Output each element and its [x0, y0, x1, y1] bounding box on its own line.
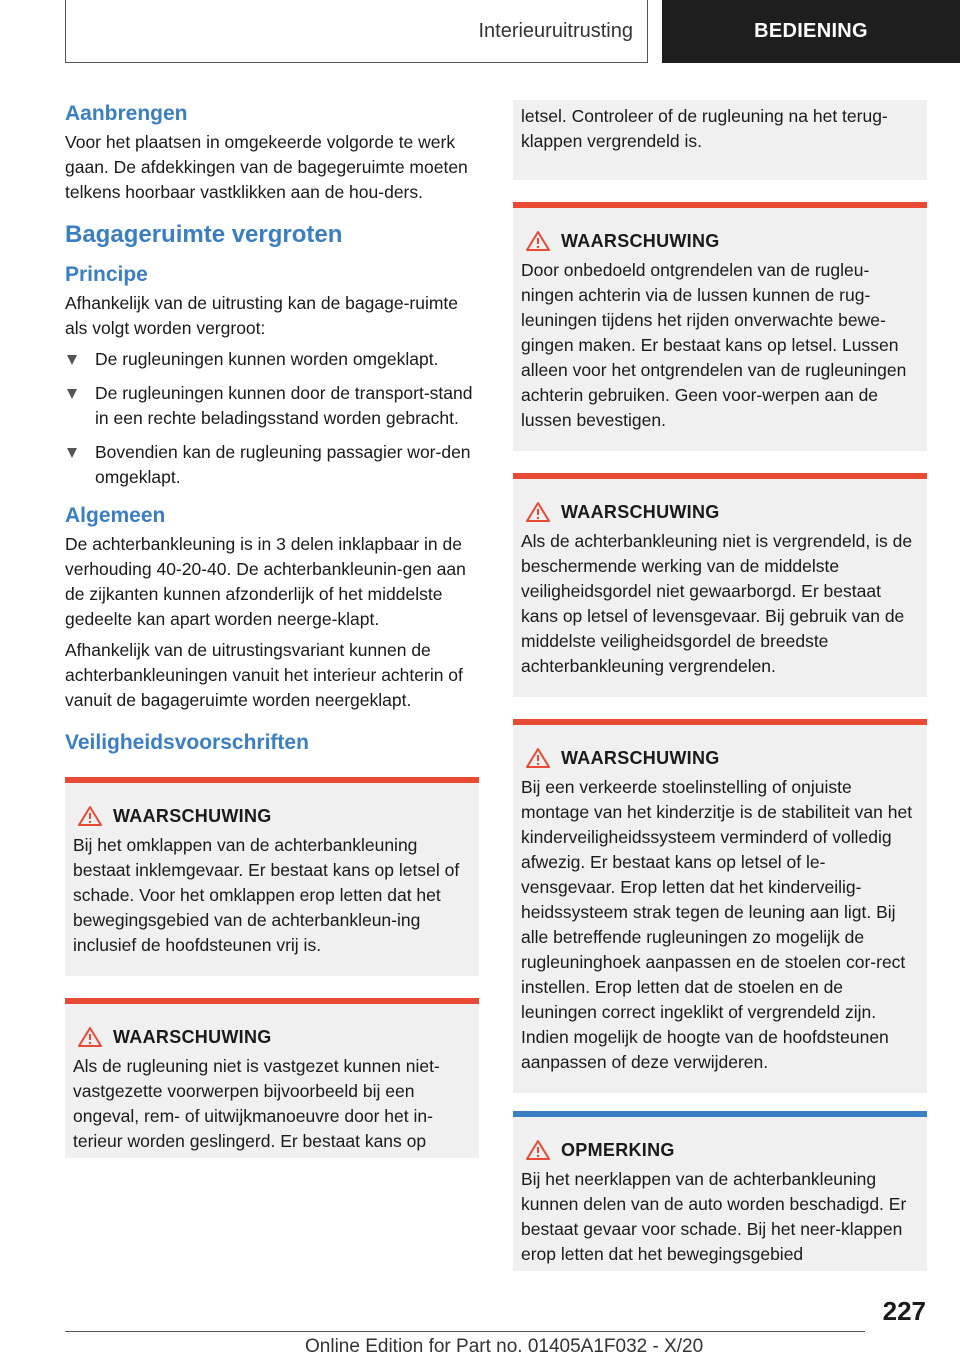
- algemeen-paragraph-2: Afhankelijk van de uitrustingsvariant kunnen de achterbankleuningen vanuit het interieur achterin of vanuit de bagageruimte worden neergeklapt.: [65, 640, 463, 710]
- warning-triangle-icon: [77, 1026, 103, 1048]
- chapter-title: Interieuruitrusting: [478, 19, 633, 42]
- algemeen-heading: Algemeen: [65, 504, 166, 527]
- note-text: Bij het neerklappen van de achterbankleuning kunnen delen van de auto worden beschadigd. Er bestaat gevaar voor schade. Bij het neer‐klappen erop letten dat het bewegingsgebied: [521, 1169, 907, 1264]
- list-item: De rugleuningen kunnen worden omgeklapt.: [65, 347, 479, 372]
- warning-box-1: [65, 777, 479, 976]
- footer-edition: Online Edition for Part no. 01405A1F032 - X/20: [305, 1336, 704, 1357]
- warning-box-3: [513, 202, 927, 451]
- section-title: BEDIENING: [754, 20, 868, 42]
- principe-paragraph: Afhankelijk van de uitrusting kan de bagage‐ruimte als volgt worden vergroot:: [65, 293, 459, 338]
- note-box: [513, 1111, 927, 1271]
- right-column: [513, 100, 927, 1271]
- footer-divider: [65, 1331, 865, 1332]
- triangle-bullet-icon: [67, 389, 77, 399]
- left-column: [65, 100, 479, 1158]
- algemeen-paragraph-1: De achterbankleuning is in 3 delen inklapbaar in de verhouding 40-20-40. De achterbankleunin‐gen aan de zijkanten kunnen afzonderlijk of het middelste gedeelte kan apart worden neerge‐klapt.: [65, 534, 466, 629]
- triangle-bullet-icon: [67, 355, 77, 365]
- warning-title: WAARSCHUWING: [113, 1026, 272, 1047]
- warning-text: Als de achterbankleuning niet is vergrendeld, is de beschermende werking van de middelste veiligheidsgordel niet gewaarborgd. Er bestaat kans op letsel of levensgevaar. Bij gebruik van de middelste veiligheidsgordel de breedste achterbankleuning vergrendelen.: [521, 531, 913, 676]
- warning-triangle-icon: [525, 230, 551, 252]
- chapter-tab: [65, 0, 648, 63]
- warning-title: WAARSCHUWING: [561, 501, 720, 522]
- warning-title: WAARSCHUWING: [113, 805, 272, 826]
- note-title: OPMERKING: [561, 1139, 675, 1160]
- warning-triangle-icon: [525, 747, 551, 769]
- warning-text-continued: letsel. Controleer of de rugleuning na het terug‐klappen vergrendeld is.: [521, 106, 888, 151]
- warning-box-2-continued: [513, 100, 927, 180]
- warning-title: WAARSCHUWING: [561, 747, 720, 768]
- warning-box-5: [513, 719, 927, 1093]
- list-item: De rugleuningen kunnen door de transport‐stand in een rechte beladingsstand worden gebracht.: [65, 381, 479, 431]
- warning-text: Als de rugleuning niet is vastgezet kunnen niet-vastgezette voorwerpen bijvoorbeeld bij een ongeval, rem- of uitwijkmanoeuvre door het in‐terieur worden geslingerd. Er bestaat kans op: [73, 1056, 440, 1151]
- section-tab: [662, 0, 960, 63]
- warning-triangle-icon: [77, 805, 103, 827]
- page-number: 227: [882, 1296, 926, 1326]
- triangle-bullet-icon: [67, 448, 77, 458]
- warning-box-2: [65, 998, 479, 1158]
- warning-text: Bij een verkeerde stoelinstelling of onjuiste montage van het kinderzitje is de stabiliteit van het kinderveiligheidssysteem verminderd of volledig afwezig. Er bestaat kans op letsel of le‐vensgevaar. Erop letten dat het kinderveilig‐heidssysteem strak tegen de leuning aan ligt. Bij alle betreffende rugleuningen zo mogelijk de rugleuninghoek aanpassen en de stoelen cor‐rect instellen. Erop letten dat de stoelen en de leuningen correct ingeklikt of vergrendeld zijn. Indien mogelijk de hoogte van de hoofdsteunen aanpassen of deze verwijderen.: [521, 777, 913, 1072]
- warning-triangle-icon: [525, 501, 551, 523]
- warning-text: Bij het omklappen van de achterbankleuning bestaat inklemgevaar. Er bestaat kans op letsel of schade. Voor het omklappen erop letten dat het bewegingsgebied van de achterbankleun‐ing inclusief de hoofdsteunen vrij is.: [73, 835, 460, 955]
- warning-box-4: [513, 473, 927, 697]
- warning-title: WAARSCHUWING: [561, 230, 720, 251]
- aanbrengen-heading: Aanbrengen: [65, 102, 188, 125]
- veiligheid-heading: Veiligheidsvoorschriften: [65, 731, 309, 754]
- list-item: Bovendien kan de rugleuning passagier wor‐den omgeklapt.: [65, 440, 479, 490]
- principe-list: [65, 347, 479, 490]
- aanbrengen-paragraph: Voor het plaatsen in omgekeerde volgorde te werk gaan. De afdekkingen van de bagegeruimte moeten telkens hoorbaar vastklikken aan de hou‐ders.: [65, 132, 468, 202]
- warning-text: Door onbedoeld ontgrendelen van de rugleu‐ningen achterin via de lussen kunnen de rug‐leuningen tijdens het rijden onverwachte bewe‐gingen maken. Er bestaat kans op letsel. Lussen alleen voor het ontgrendelen van de rugleuningen achterin gebruiken. Geen voor‐werpen aan de lussen bevestigen.: [521, 260, 907, 430]
- vergroten-heading: Bagageruimte vergroten: [65, 221, 343, 248]
- principe-heading: Principe: [65, 263, 148, 286]
- warning-triangle-icon: [525, 1139, 551, 1161]
